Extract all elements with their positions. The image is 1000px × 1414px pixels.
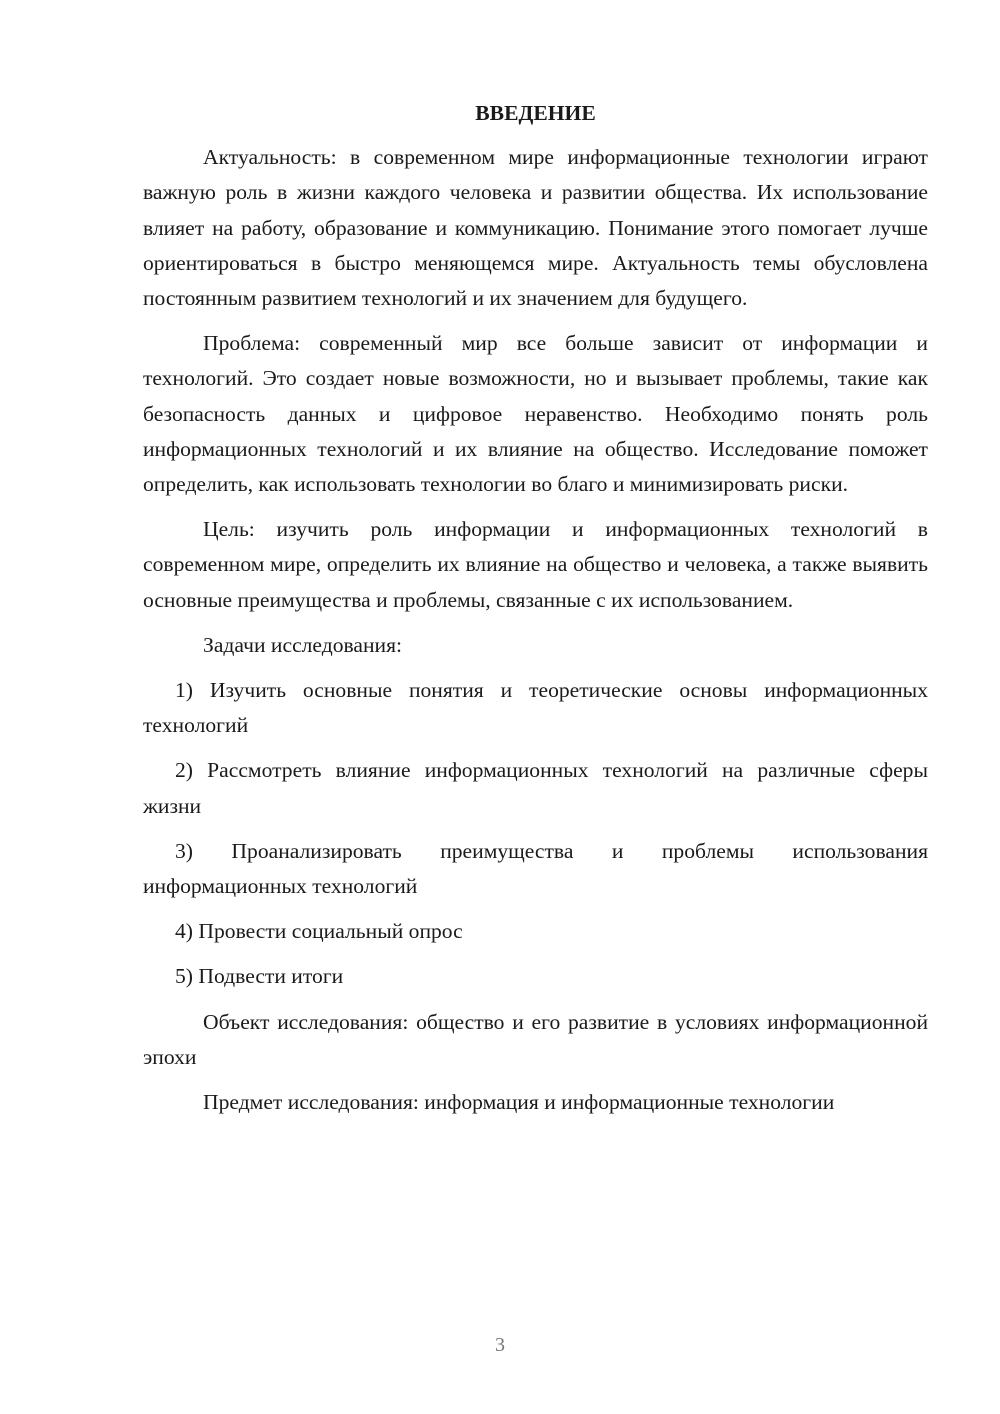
page-title: ВВЕДЕНИЕ — [475, 101, 596, 125]
list-item: 4) Провести социальный опрос — [175, 919, 463, 944]
list-item: 2) Рассмотреть влияние информационных технологий на различные сферы жизни — [143, 758, 928, 818]
list-item: 3) Проанализировать преимущества и проблемы использования информационных технологий — [143, 838, 928, 899]
document-page — [143, 96, 928, 1130]
tasks-list — [143, 673, 928, 995]
subject-paragraph: Предмет исследования: информация и информационные технологии — [203, 1090, 835, 1115]
relevance-paragraph: Актуальность: в современном мире информационные технологии играют важную роль в жизни каждого человека и развитии общества. Их использование влияет на работу, образование и коммуникацию. Понимание этого помогает лучше ориентироваться в быстро меняющемся мире. Актуальность темы обусловлена постоянным развитием технологий и их значением для будущего. — [143, 145, 928, 311]
tasks-heading: Задачи исследования: — [203, 632, 403, 657]
list-item: 5) Подвести итоги — [175, 964, 344, 989]
object-paragraph: Объект исследования: общество и его развитие в условиях информационной эпохи — [143, 1009, 928, 1069]
list-item: 1) Изучить основные понятия и теоретические основы информационных технологий — [143, 678, 928, 738]
page-number: 3 — [495, 1334, 505, 1356]
problem-paragraph: Проблема: современный мир все больше зависит от информации и технологий. Это создает новые возможности, но и вызывает проблемы, такие как безопасность данных и цифровое неравенство. Необходимо понять роль информационных технологий и их влияние на общество. Исследование поможет определить, как использовать технологии во благо и минимизировать риски. — [143, 331, 928, 497]
goal-paragraph: Цель: изучить роль информации и информационных технологий в современном мире, определить их влияние на общество и человека, а также выявить основные преимущества и проблемы, связанные с их использованием. — [143, 517, 928, 612]
